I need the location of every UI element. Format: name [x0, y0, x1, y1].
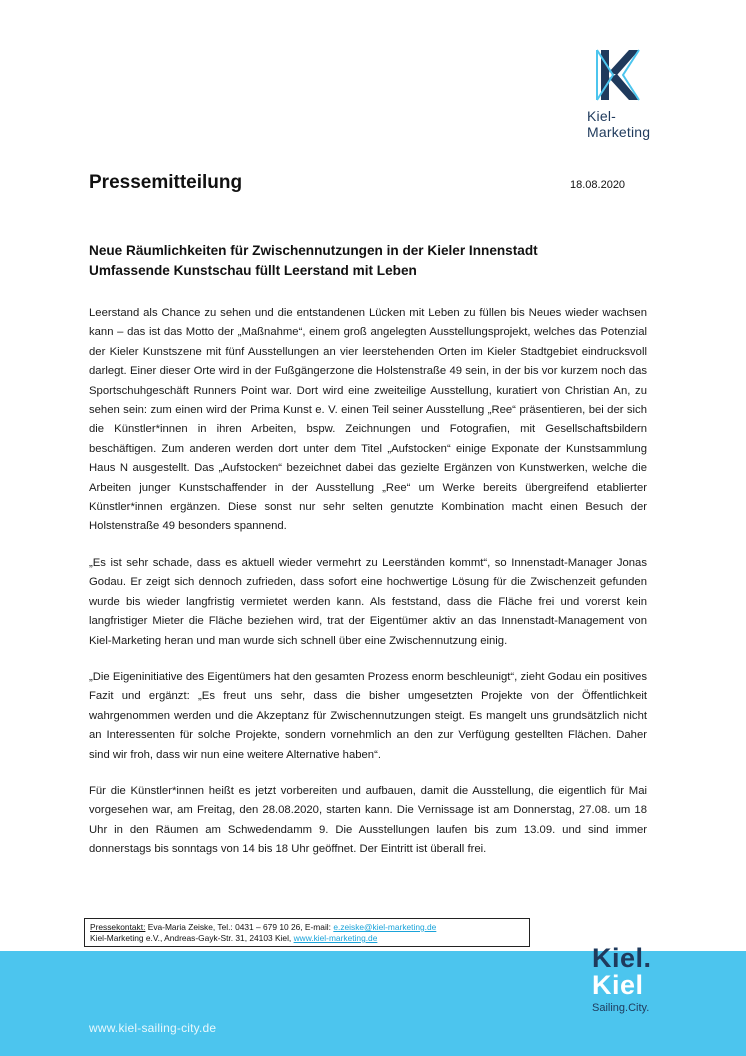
paragraph-3: „Die Eigeninitiative des Eigentümers hat den gesamten Prozess enorm beschleunigt“, zieht Godau ein positives Fazit und ergänzt: „Es freut uns sehr, dass die bisher umgesetzten Projekte von der Öffentlichkeit wahrgenommen werden und die Akzeptanz für Zwischennutzungen steigt. Es mangelt uns grundsätzlich nicht an Interessenten für solche Projekte, sondern vornehmlich an den zur Verfügung gestellten Flächen. Daher sind wir froh, dass wir nun eine weitere Alternative haben“.	[89, 670, 647, 761]
contact-label: Pressekontakt:	[90, 922, 146, 932]
contact-email-link[interactable]: e.zeiske@kiel-marketing.de	[333, 922, 437, 932]
contact-website-link[interactable]: www.kiel-marketing.de	[293, 933, 378, 943]
contact-person: Eva-Maria Zeiske, Tel.: 0431 – 679 10 26, E-mail:	[145, 922, 334, 932]
headline-line-2: Umfassende Kunstschau füllt Leerstand mit Leben	[89, 263, 417, 278]
brand-name: Kiel-Marketing	[587, 108, 651, 140]
contact-line-2	[90, 933, 525, 944]
paragraph-2: „Es ist sehr schade, dass es aktuell wieder vermehrt zu Leerständen kommt“, so Innenstadt-Manager Jonas Godau. Er zeigt sich dennoch zufrieden, dass sofort eine hochwertige Lösung für die Zwischenzeit gefunden wurde bis wieder langfristig vermietet werden kann. Als feststand, dass die Fläche frei und vorerst kein langfristiger Mieter die Fläche beziehen wird, trat der Eigentümer aktiv an das Innenstadt-Management von Kiel-Marketing heran und man wurde sich schnell über eine Zwischennutzung einig.	[89, 556, 647, 647]
logo-kiel-navy: Kiel.	[592, 943, 652, 973]
headline-line-1: Neue Räumlichkeiten für Zwischennutzungen in der Kieler Innenstadt	[89, 243, 538, 258]
footer-url: www.kiel-sailing-city.de	[89, 1021, 217, 1035]
document-date: 18.08.2020	[570, 179, 626, 191]
headline	[89, 241, 649, 281]
paragraph-4: Für die Künstler*innen heißt es jetzt vorbereiten und aufbauen, damit die Ausstellung, die eigentlich für Mai vorgesehen war, am Freitag, den 28.08.2020, starten kann. Die Vernissage ist am Donnerstag, 27.08. um 18 Uhr in den Räumen am Schwedendamm 9. Die Ausstellungen laufen bis zum 13.09. und sind immer donnerstags bis sonntags von 14 bis 18 Uhr geöffnet. Der Eintritt ist überall frei.	[89, 784, 647, 856]
body-text	[89, 304, 647, 877]
kiel-marketing-k-logo-icon	[595, 48, 641, 102]
kiel-sailing-city-logo-icon	[592, 944, 676, 1014]
logo-kiel-white: Kiel	[592, 970, 644, 1000]
paragraph-1: Leerstand als Chance zu sehen und die entstandenen Lücken mit Leben zu füllen bis Neues wieder wachsen kann – das ist das Motto der „Maßnahme“, einem groß angelegten Ausstellungsprojekt, welches das Potenzial der Kieler Kunstszene mit fünf Ausstellungen an vier leerstehenden Orten im Kieler Stadtgebiet eindrucksvoll darlegt. Einer dieser Orte wird in der Fußgängerzone die Holstenstraße 49 sein, in der bis vor kurzem noch das Sportschuhgeschäft Runners Point war. Dort wird eine zweiteilige Ausstellung, kuratiert von Christian An, zu sehen sein: zum einen wird der Prima Kunst e. V. einen Teil seiner Ausstellung „Ree“ präsentieren, bei der sich die Künstler*innen in ihren Arbeiten, bspw. Zeichnungen und Fotografien, mit Gesellschaftsbildern beschäftigen. Zum anderen werden dort unter dem Titel „Aufstocken“ einige Exponate der Kunstsammlung Haus N ausgestellt. Das „Aufstocken“ bezeichnet dabei das gezielte Ergänzen von Kunstwerken, welche die Arbeiten junger Kunstschaffender in der Ausstellung „Ree“ um Werke bereits übergreifend etablierter Künstler*innen ergänzen. Diese sonst nur sehr selten genutzte Kombination macht einen Besuch der Holstenstraße 49 besonders spannend.	[89, 307, 647, 533]
contact-line-1	[90, 922, 525, 933]
logo-tagline: Sailing.City.	[592, 1002, 650, 1014]
document-title: Pressemitteilung	[89, 172, 243, 193]
kiel-marketing-logo	[587, 48, 679, 140]
press-contact-box	[84, 918, 530, 947]
contact-address: Kiel-Marketing e.V., Andreas-Gayk-Str. 31, 24103 Kiel,	[90, 933, 294, 943]
